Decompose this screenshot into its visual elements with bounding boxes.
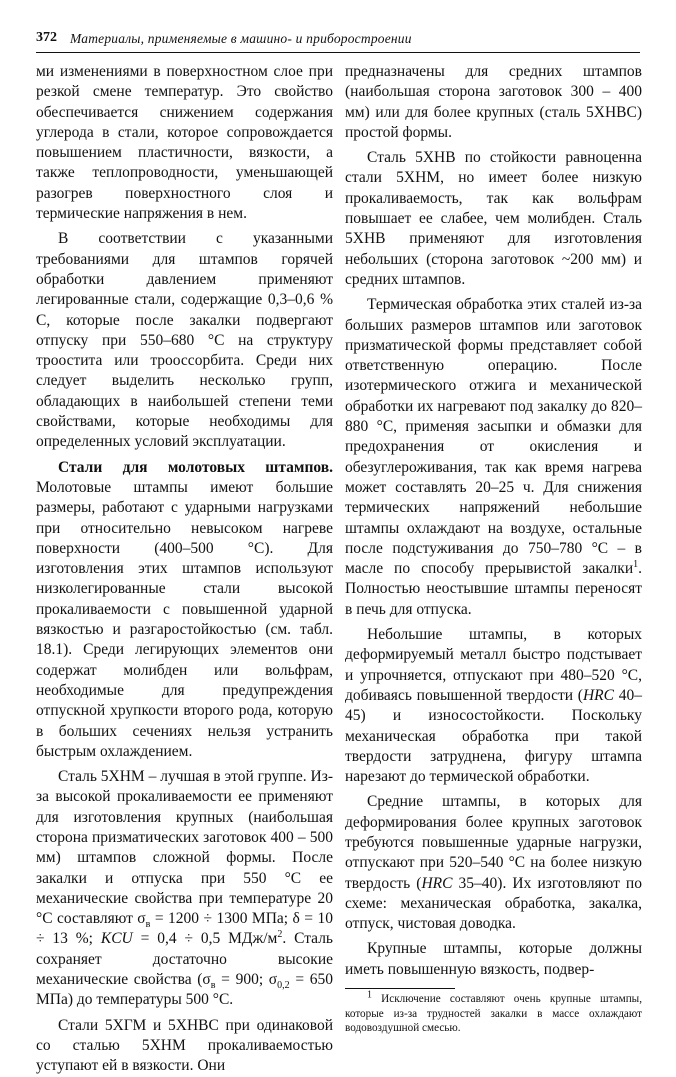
footnote-text: Исключение составляют очень крупные штампы, которые из-за трудностей закалки в массе охлаждают водовоздушной смесью. — [345, 993, 642, 1035]
paragraph: Крупные штампы, которые должны иметь повышенную вязкость, подвер- — [345, 940, 642, 978]
text-run: Термическая обработка этих сталей из-за больших размеров штампов или заготовок призматической формы представляет собой ответственную операцию. После изотермического отжига и механической обработки их нагревают под закалку до 820–880 °С, применяя засыпки и обмазки для предохранения от окисления и обезуглероживания, так как время нагрева может составлять 20–25 ч. Для снижения термических напряжений небольшие штампы охлаждают на воздухе, остальные после подстуживания до 750–780 °С – в масле по способу прерывистой закалки — [345, 296, 642, 578]
paragraph-molot-stamps — [36, 458, 333, 762]
page-header — [36, 30, 640, 52]
text-run: = 1200 ÷ 1300 МПа; δ = 10 ÷ 13 %; — [36, 910, 333, 948]
page-number: 372 — [36, 30, 57, 45]
text-run: . Сталь сохраняет достаточно высокие механические свойства (σ — [36, 930, 333, 989]
footnote — [345, 989, 642, 1036]
header-rule — [36, 52, 640, 53]
subscript: 0,2 — [277, 980, 290, 992]
hrc-symbol: HRC — [421, 874, 453, 892]
text-run: Средние штампы, в которых для деформирования более крупных заготовок требуются повышенные ударные нагрузки, отпускают при 520–540 °С на более низкую твердость ( — [345, 793, 642, 892]
paragraph-heat-treatment — [345, 295, 642, 620]
paragraph: предназначены для средних штампов (наибольшая сторона заготовок 300 – 400 мм) или для более крупных (сталь 5ХНВС) простой формы. — [345, 63, 642, 141]
footnote-mark: 1 — [367, 989, 372, 1001]
subscript: в — [210, 980, 216, 992]
text-run: = 900; σ — [215, 971, 278, 989]
paragraph: ми изменениями в поверхностном слое при резкой смене температур. Это свойство обеспечивается снижением содержания углерода в стали, которое сопровождается повышением пластичности, вязкости, а также теплопроводности, уменьшающей разогрев поверхностного слоя и термические напряжения в нем. — [36, 63, 333, 223]
text-run: = 0,4 ÷ 0,5 МДж/м — [132, 930, 278, 948]
paragraph: Стали 5ХГМ и 5ХНВС при одинаковой со сталью 5ХНМ прокаливаемостью уступают ей в вязкости. Они — [36, 1016, 333, 1075]
footnote-ref: 1 — [633, 558, 639, 570]
paragraph: В соответствии с указанными требованиями для штампов горячей обработки давлением применяют легированные стали, содержащие 0,3–0,6 % С, которые после закалки подвергают отпуску при 550–680 °С на структуру троостита или трооссорбита. Среди них следует выделить несколько групп, обладающих в наибольшей степени теми свойствами, которые необходимы для определенных условий эксплуатации. — [36, 230, 333, 451]
text-run: 35–40). Их изготовляют по схеме: механическая обработка, закалка, отпуск, чистовая доводка. — [345, 874, 642, 933]
paragraph-medium-stamps — [345, 792, 642, 934]
paragraph-small-stamps — [345, 625, 642, 787]
left-column — [36, 62, 333, 1077]
right-column — [345, 62, 642, 1036]
running-title: Материалы, применяемые в машино- и приборостроении — [70, 31, 412, 46]
text-run: Небольшие штампы, в которых деформируемый металл быстро подстывает и упрочняется, отпускают при 480–520 °С, добиваясь повышенной твердости ( — [345, 626, 642, 704]
text-run: = 650 МПа) до температуры 500 °С. — [36, 971, 333, 1009]
footnote-rule — [345, 988, 455, 989]
text-run: . Полностью неостывшие штампы переносят в печь для отпуска. — [345, 560, 642, 618]
kcu-symbol: KCU — [100, 930, 133, 948]
paragraph-text: Молотовые штампы имеют большие размеры, работают с ударными нагрузками при относительно невысоком нагреве поверхности (400–500 °С). Для изготовления этих штампов используют низколегированные стали высокой прокаливаемости с повышенной ударной вязкостью и разгаростойкостью (см. табл. 18.1). Среди легирующих элементов они содержат молибден или вольфрам, необходимые для предупреждения отпускной хрупкости второго рода, которую в больших сечениях нельзя устранить быстрым охлаждением. — [36, 478, 333, 760]
text-run: Сталь 5ХНМ – лучшая в этой группе. Из-за высокой прокаливаемости ее применяют для изготовления крупных (наибольшая сторона призматических заготовок 400 – 500 мм) штампов сложной формы. После закалки и отпуска при 550 °С ее механические свойства при температуре 20 °С составляют σ — [36, 768, 333, 928]
paragraph: Сталь 5ХНВ по стойкости равноценна стали 5ХНМ, но имеет более низкую прокаливаемость, так как вольфрам повышает ее слабее, чем молибден. Сталь 5ХНВ применяют для изготовления небольших (сторона заготовок ~200 мм) и средних штампов. — [345, 149, 642, 288]
text-run: 40–45) и износостойкости. Поскольку механическая обработка при такой твердости затруднена, фигуру штампа нарезают до термической обработки. — [345, 686, 642, 786]
hrc-symbol: HRC — [582, 686, 614, 704]
subscript: в — [145, 919, 151, 931]
superscript: 2 — [277, 929, 283, 941]
section-heading: Стали для молотовых штампов. — [58, 458, 333, 476]
paragraph-5hnm — [36, 767, 333, 1011]
